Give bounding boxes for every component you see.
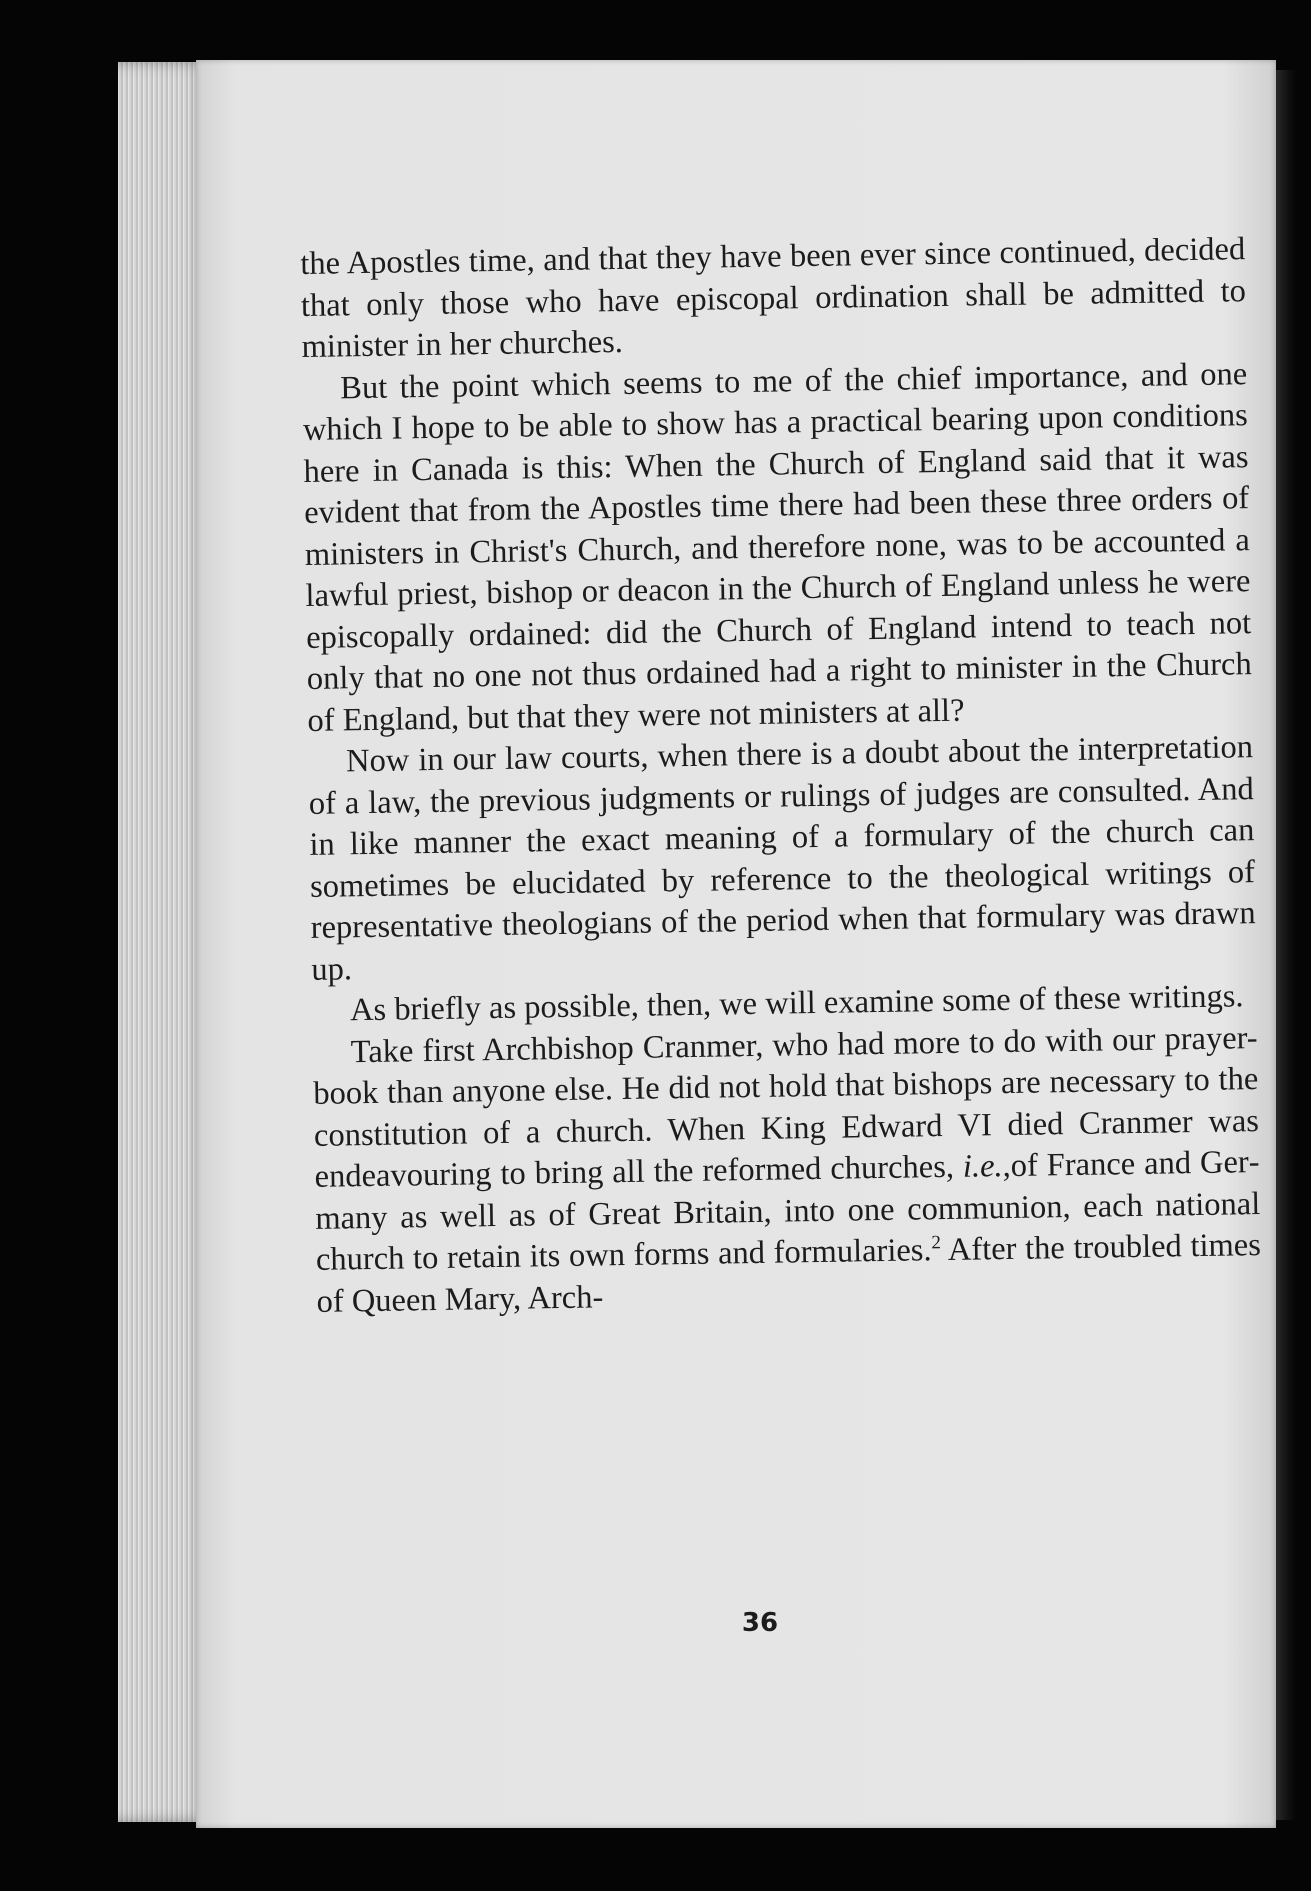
book-right-edge	[1276, 70, 1296, 1820]
body-text	[300, 229, 1267, 1644]
text-segment: the Apostles time, and that they have been ever since continued, decided that only those who have episcopal ordination shall be admitted to minister in her churches.	[300, 231, 1247, 365]
footnote-reference: 2	[931, 1232, 942, 1254]
text-segment: As briefly as possible, then, we will examine some of these writings.	[349, 978, 1244, 1029]
page-number: 36	[741, 1608, 779, 1638]
text-segment: After the troubled times of Queen Mary, Arch-	[316, 1227, 1262, 1320]
scan-background	[196, 1828, 1311, 1891]
italic-text: i.e.	[962, 1148, 1003, 1185]
paragraph-1	[300, 229, 1247, 368]
paragraph-5	[312, 1018, 1261, 1323]
text-segment: ,of France and Germany as well as of Great Britain, into one communion, each national church to retain its own forms and formularies.	[315, 1144, 1261, 1278]
text-segment: Take first Archbishop Cranmer, who had more to do with our prayer-book than anyone else. He did not hold that bishops are necessary to the constitution of a church. When King Edward VI died Cranmer was endeavouring to bring all the reformed churches,	[313, 1019, 1260, 1195]
paragraph-2	[302, 354, 1253, 742]
text-segment: Now in our law courts, when there is a doubt about the interpretation of a law, the previous judgments or rulings of judges are consulted. And in like manner the exact meaning of a formulary of the church can sometimes be elucidated by reference to the theological writings of representative theologians of the period when that formulary was drawn up.	[308, 729, 1256, 988]
text-segment: But the point which seems to me of the chief importance, and one which I hope to be able to show has a practical bearing upon conditions here in Canada is this: When the Church of England said that it was evident that from the Apostles time there had been these three orders of ministers in Christ's Church, and therefore none, was to be accounted a lawful priest, bishop or deacon in the Church of England unless he were episcopally ordained: did the Church of England intend to teach not only that no one not thus ordained had a right to minister in the Church of England, but that they were not ministers at all?	[302, 355, 1252, 739]
paragraph-3	[308, 727, 1257, 991]
